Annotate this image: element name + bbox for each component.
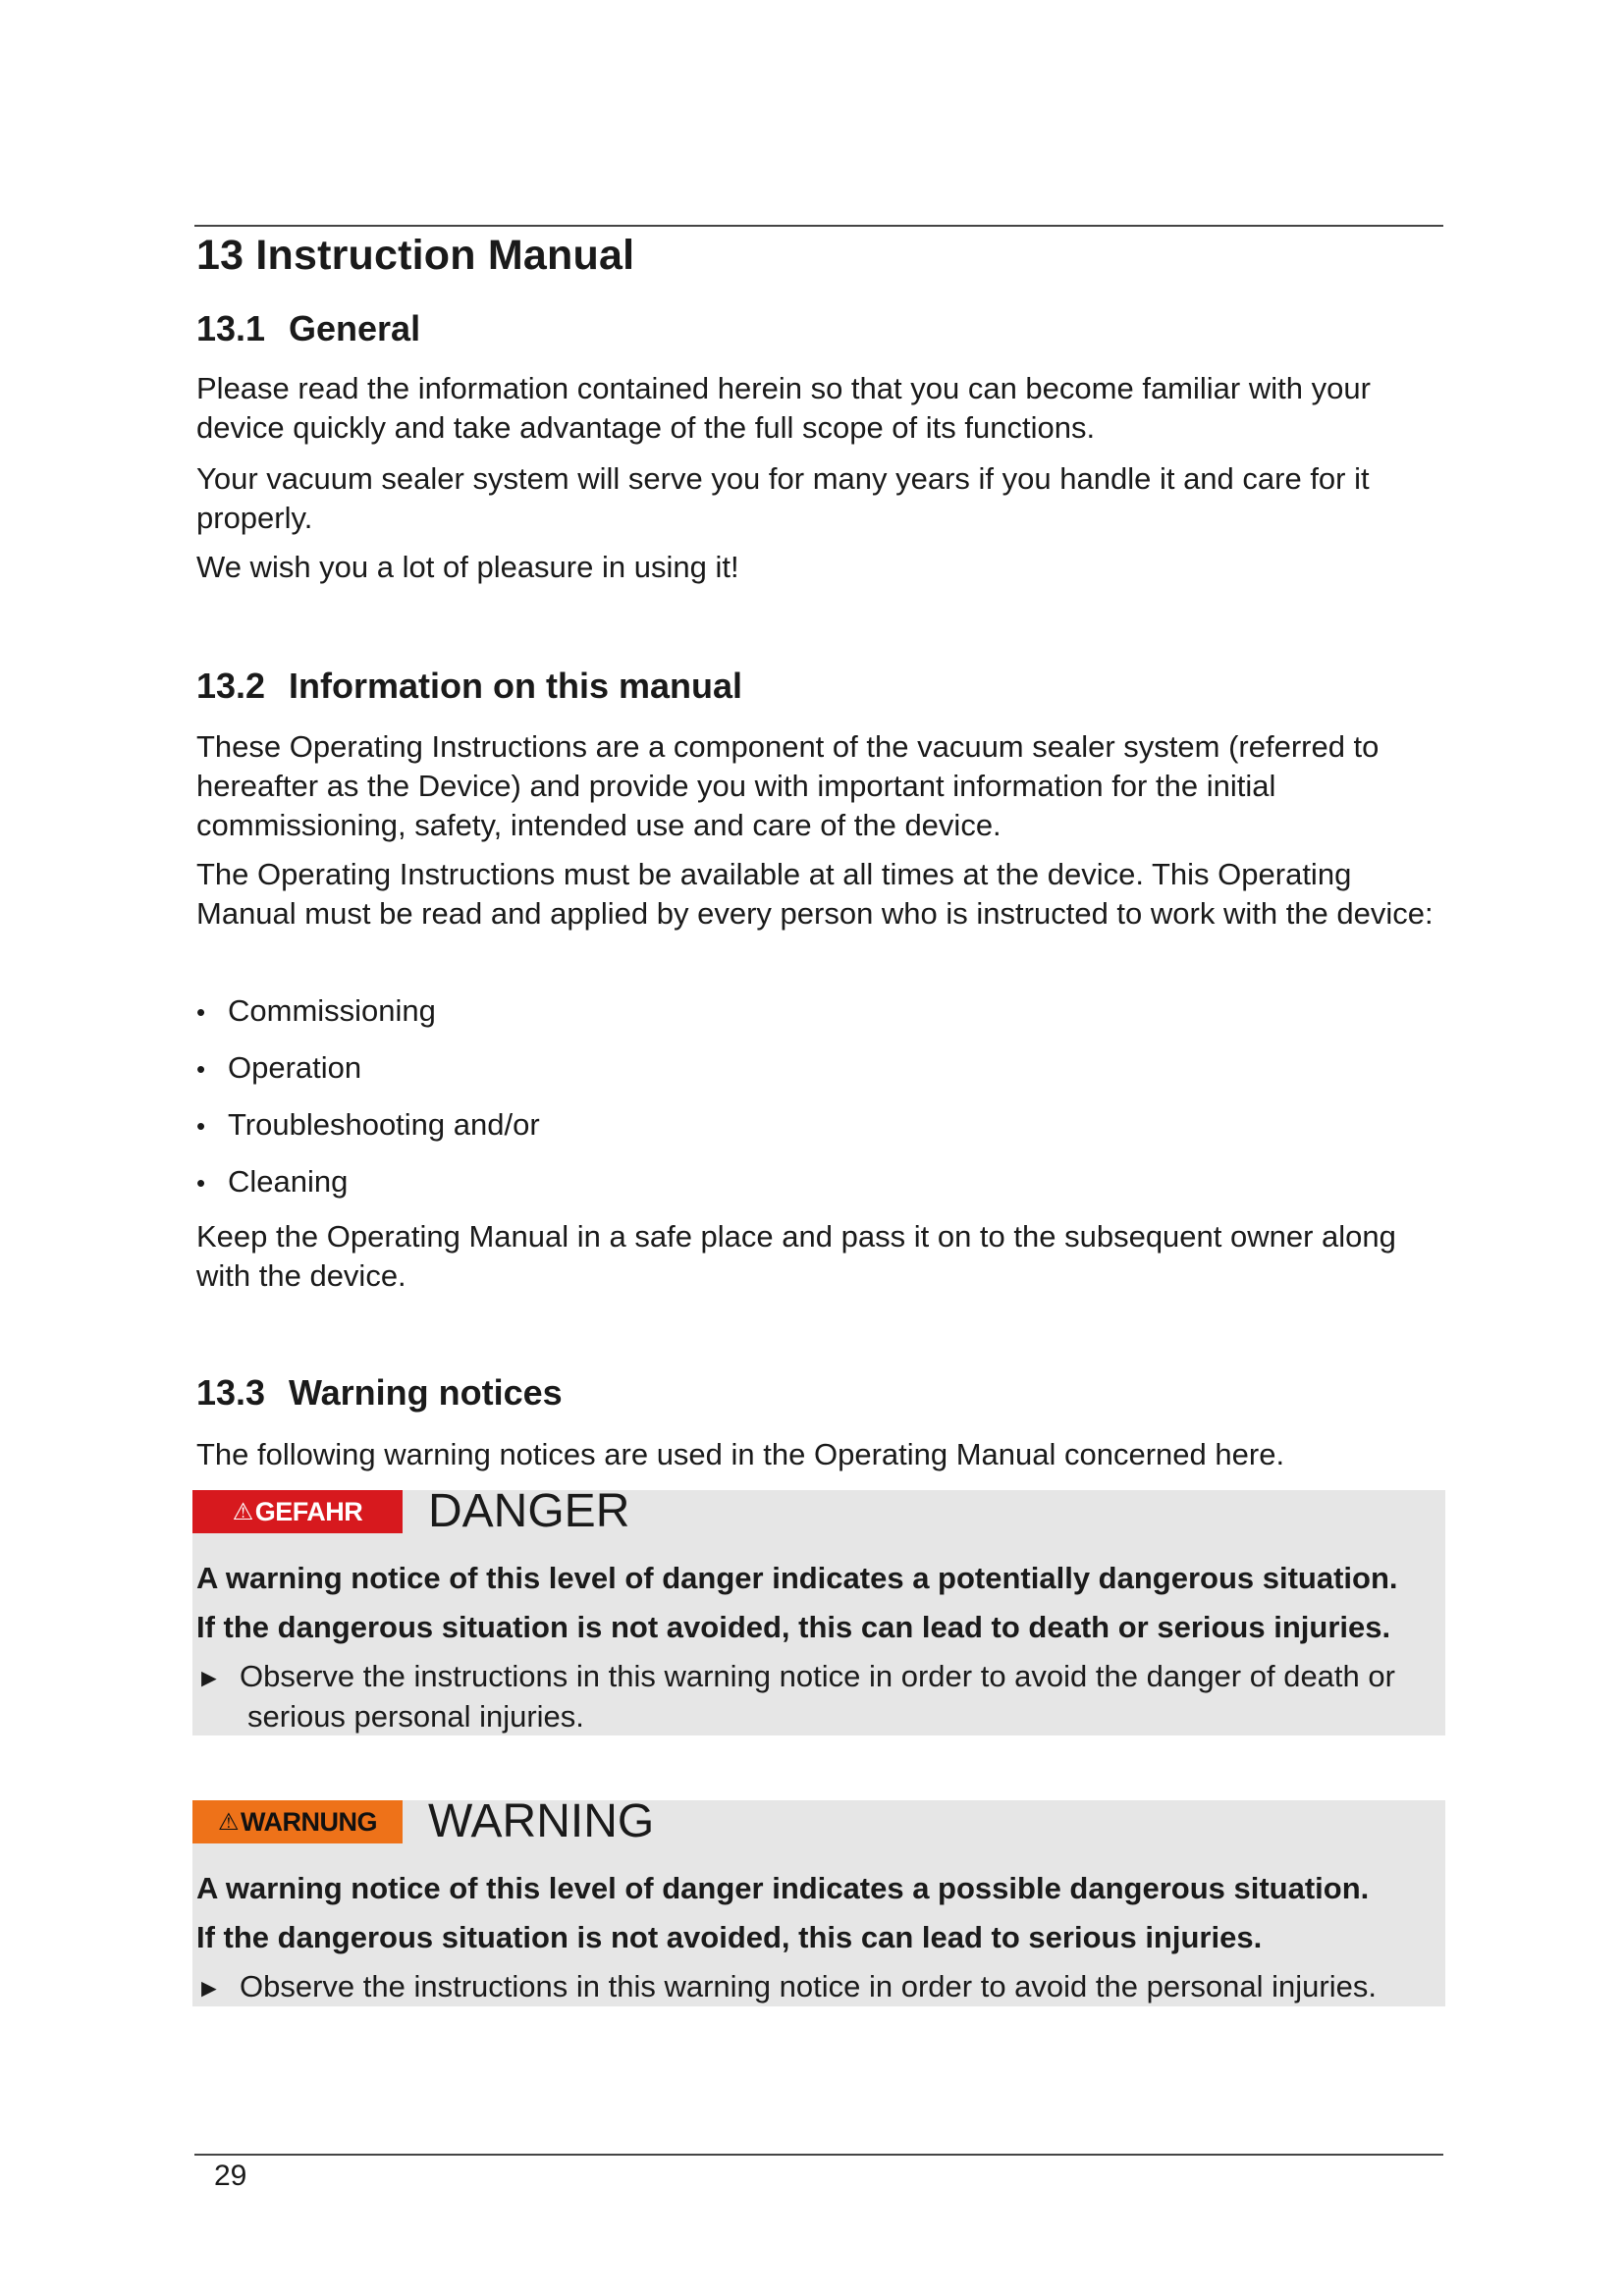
warning-action-text: Observe the instructions in this warning notice in order to avoid the personal injuries. bbox=[240, 1969, 1377, 2003]
section-title: Information on this manual bbox=[289, 666, 743, 706]
danger-description-2: If the dangerous situation is not avoided, this can lead to death or serious injuries. bbox=[196, 1610, 1391, 1644]
danger-action bbox=[196, 1657, 1434, 1736]
warning-sign-label: WARNUNG bbox=[241, 1806, 377, 1837]
warning-description-2: If the dangerous situation is not avoided, this can lead to serious injuries. bbox=[196, 1920, 1263, 1954]
header-rule bbox=[194, 225, 1443, 227]
page-number: 29 bbox=[214, 2160, 247, 2192]
warning-sign bbox=[192, 1800, 403, 1843]
section-heading-info bbox=[196, 666, 742, 707]
arrow-right-icon: ► bbox=[196, 1973, 222, 2002]
section-heading-warnings bbox=[196, 1372, 563, 1414]
list-item: • Operation bbox=[196, 1050, 362, 1085]
danger-description-1: A warning notice of this level of danger indicates a potentially dangerous situation. bbox=[196, 1561, 1398, 1595]
warning-notice bbox=[192, 1795, 1445, 2006]
warning-action bbox=[196, 1967, 1434, 2007]
danger-title: DANGER bbox=[428, 1485, 630, 1537]
warning-title: WARNING bbox=[428, 1795, 655, 1847]
section-number: 13.3 bbox=[196, 1372, 266, 1413]
danger-action-text: Observe the instructions in this warning notice in order to avoid the danger of death or bbox=[240, 1659, 1395, 1693]
section-number: 13.2 bbox=[196, 666, 266, 706]
list-item: • Commissioning bbox=[196, 993, 436, 1028]
general-paragraph-1: Please read the information contained herein so that you can become familiar with your device quickly and take advantage of the full scope of its functions. bbox=[196, 371, 1371, 445]
danger-sign bbox=[192, 1490, 403, 1533]
section-title: Warning notices bbox=[289, 1372, 563, 1413]
info-paragraph-1: These Operating Instructions are a component of the vacuum sealer system (referred to hereafter as the Device) and provide you with important information for the initial commissioning, safety, intended use and care of the device. bbox=[196, 729, 1380, 842]
warnings-intro: The following warning notices are used in the Operating Manual concerned here. bbox=[196, 1437, 1285, 1471]
general-paragraph-3: We wish you a lot of pleasure in using it! bbox=[196, 550, 739, 584]
arrow-right-icon: ► bbox=[196, 1663, 222, 1692]
danger-notice bbox=[192, 1485, 1445, 1735]
section-heading-general bbox=[196, 308, 420, 349]
chapter-title: 13 Instruction Manual bbox=[196, 232, 635, 279]
section-number: 13.1 bbox=[196, 308, 266, 348]
info-closing-paragraph: Keep the Operating Manual in a safe place and pass it on to the subsequent owner along with the device. bbox=[196, 1219, 1396, 1293]
info-paragraph-2: The Operating Instructions must be available at all times at the device. This Operating Manual must be read and applied by every person who is instructed to work with the device: bbox=[196, 857, 1434, 931]
warning-triangle-icon: ⚠ bbox=[232, 1498, 253, 1525]
footer-rule bbox=[194, 2154, 1443, 2156]
list-item: • Cleaning bbox=[196, 1164, 349, 1199]
section-title: General bbox=[289, 308, 421, 348]
warning-triangle-icon: ⚠ bbox=[217, 1808, 239, 1836]
list-item: • Troubleshooting and/or bbox=[196, 1107, 540, 1142]
danger-sign-label: GEFAHR bbox=[254, 1496, 363, 1526]
warning-description-1: A warning notice of this level of danger indicates a possible dangerous situation. bbox=[196, 1871, 1370, 1905]
general-paragraph-2: Your vacuum sealer system will serve you for many years if you handle it and care for it properly. bbox=[196, 461, 1370, 535]
danger-action-text-continued: serious personal injuries. bbox=[247, 1699, 584, 1734]
